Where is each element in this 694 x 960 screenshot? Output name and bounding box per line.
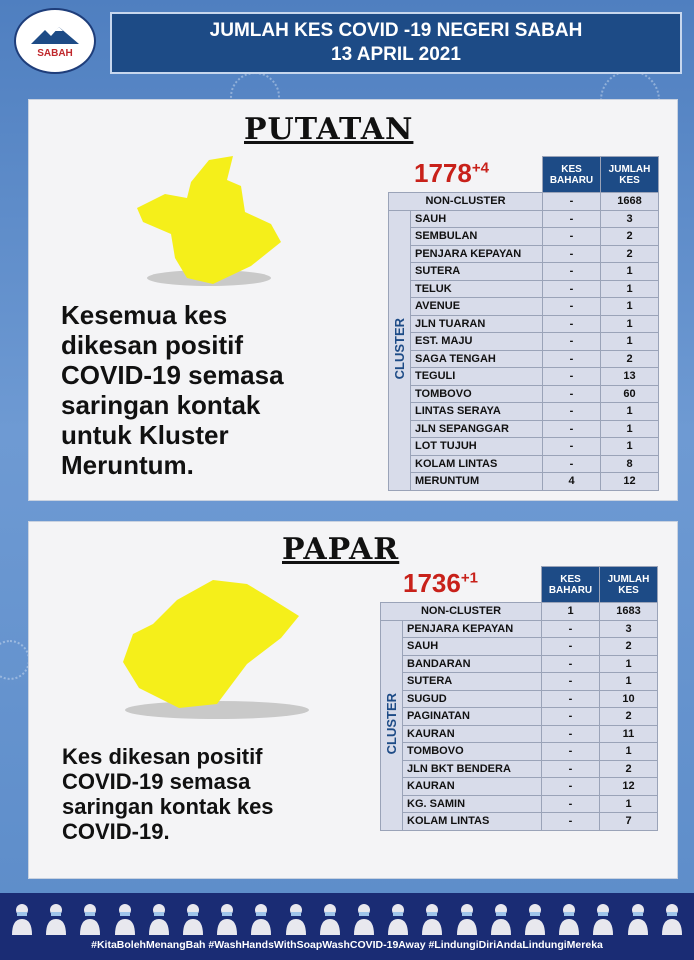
cluster-row [381, 673, 658, 691]
row-new: - [542, 690, 600, 708]
cluster-row [389, 350, 659, 368]
row-new: - [543, 280, 601, 298]
row-label: SUTERA [403, 673, 542, 691]
row-label: TEGULI [411, 368, 543, 386]
row-label: MERUNTUM [411, 473, 543, 491]
row-new: - [542, 655, 600, 673]
row-new: - [543, 368, 601, 386]
putatan-table-body [389, 193, 659, 491]
non-cluster-row [381, 603, 658, 621]
person-icon [181, 901, 205, 935]
header-total-cases: JUMLAH KES [600, 567, 658, 603]
row-label: JLN TUARAN [411, 315, 543, 333]
person-icon [523, 901, 547, 935]
row-label: PENJARA KEPAYAN [403, 620, 542, 638]
page-header [110, 12, 682, 74]
row-new: - [542, 708, 600, 726]
row-new: - [542, 673, 600, 691]
district-title: PUTATAN [244, 112, 414, 147]
cluster-row [381, 760, 658, 778]
row-label: EST. MAJU [411, 333, 543, 351]
header-new-cases: KES BAHARU [543, 157, 601, 193]
row-total: 1 [601, 333, 659, 351]
frontliner-figures [10, 897, 684, 935]
row-total: 1 [601, 315, 659, 333]
row-new: - [542, 725, 600, 743]
cluster-label-text: CLUSTER [384, 692, 399, 755]
person-icon [44, 901, 68, 935]
description-line: Kes dikesan positif [62, 744, 263, 769]
row-new: - [543, 455, 601, 473]
row-total: 1 [601, 263, 659, 281]
row-new: - [543, 245, 601, 263]
cluster-row [389, 263, 659, 281]
description-line: saringan kontak kes [62, 794, 274, 819]
row-new: - [542, 620, 600, 638]
cluster-row [389, 473, 659, 491]
row-new: - [542, 795, 600, 813]
row-total: 2 [601, 245, 659, 263]
row-total: 2 [601, 350, 659, 368]
cluster-row [389, 438, 659, 456]
description-line: COVID-19 semasa [61, 360, 284, 390]
row-label: AVENUE [411, 298, 543, 316]
cluster-side-label [381, 620, 403, 830]
total-increase: +4 [471, 159, 489, 177]
row-label: KAURAN [403, 778, 542, 796]
row-new: - [543, 438, 601, 456]
row-new: 1 [542, 603, 600, 621]
row-new: - [542, 813, 600, 831]
description-line: untuk Kluster [61, 420, 229, 450]
cluster-row [389, 298, 659, 316]
description-line: COVID-19. [62, 819, 170, 844]
row-total: 1 [601, 438, 659, 456]
cluster-row [389, 210, 659, 228]
cluster-row [381, 638, 658, 656]
row-new: - [543, 350, 601, 368]
non-cluster-row [389, 193, 659, 211]
cluster-row [389, 420, 659, 438]
row-label: TOMBOVO [411, 385, 543, 403]
cluster-row [381, 708, 658, 726]
row-label: SUGUD [403, 690, 542, 708]
person-icon [386, 901, 410, 935]
row-new: - [543, 403, 601, 421]
person-icon [215, 901, 239, 935]
footer-banner [0, 893, 694, 960]
papar-panel [29, 522, 677, 878]
cluster-row [381, 813, 658, 831]
row-label: PAGINATAN [403, 708, 542, 726]
row-total: 1 [601, 298, 659, 316]
row-new: - [542, 638, 600, 656]
cluster-side-label [389, 210, 411, 490]
row-label: KOLAM LINTAS [403, 813, 542, 831]
cluster-row [381, 795, 658, 813]
putatan-panel [29, 100, 677, 500]
putatan-map-icon [129, 152, 289, 292]
row-total: 1 [601, 403, 659, 421]
district-title: PAPAR [282, 532, 400, 567]
row-total: 1 [601, 280, 659, 298]
virus-decoration [0, 640, 30, 680]
row-new: - [543, 228, 601, 246]
row-total: 1 [600, 743, 658, 761]
row-total: 12 [601, 473, 659, 491]
logo-text: SABAH [37, 47, 73, 59]
person-icon [626, 901, 650, 935]
person-icon [489, 901, 513, 935]
row-new: - [543, 385, 601, 403]
cluster-row [389, 280, 659, 298]
papar-map-icon [117, 576, 317, 726]
row-total: 12 [600, 778, 658, 796]
cluster-row [389, 245, 659, 263]
row-total: 60 [601, 385, 659, 403]
row-total: 1 [601, 420, 659, 438]
cluster-row [389, 228, 659, 246]
total-increase: +1 [460, 569, 478, 587]
row-total: 1 [600, 655, 658, 673]
cluster-row [389, 315, 659, 333]
cluster-row [381, 778, 658, 796]
cluster-row [381, 743, 658, 761]
row-total: 1 [600, 673, 658, 691]
mountain-icon [29, 24, 81, 46]
footer-hashtags: #KitaBolehMenangBah #WashHandsWithSoapWashCOVID-19Away #LindungiDiriAndaLindungiMereka [91, 939, 603, 951]
row-total: 13 [601, 368, 659, 386]
description-line: COVID-19 semasa [62, 769, 251, 794]
person-icon [352, 901, 376, 935]
person-icon [455, 901, 479, 935]
sabah-logo [14, 8, 96, 74]
row-new: - [543, 315, 601, 333]
cluster-row [381, 655, 658, 673]
header-date: 13 APRIL 2021 [331, 44, 461, 65]
row-total: 2 [601, 228, 659, 246]
row-total: 3 [600, 620, 658, 638]
putatan-table [388, 156, 659, 491]
row-total: 8 [601, 455, 659, 473]
row-total: 2 [600, 638, 658, 656]
row-new: - [543, 333, 601, 351]
description-line: dikesan positif [61, 330, 244, 360]
cluster-row [389, 455, 659, 473]
header-title: JUMLAH KES COVID -19 NEGERI SABAH [209, 20, 583, 41]
person-icon [420, 901, 444, 935]
row-new: - [543, 193, 601, 211]
row-label: KOLAM LINTAS [411, 455, 543, 473]
row-label: TELUK [411, 280, 543, 298]
row-label: KG. SAMIN [403, 795, 542, 813]
person-icon [284, 901, 308, 935]
row-total: 1 [600, 795, 658, 813]
row-label: SEMBULAN [411, 228, 543, 246]
description-line: saringan kontak [61, 390, 261, 420]
header-new-cases: KES BAHARU [542, 567, 600, 603]
total-count: 1736 [403, 568, 461, 598]
cluster-row [381, 620, 658, 638]
row-label: BANDARAN [403, 655, 542, 673]
row-new: - [543, 420, 601, 438]
cluster-row [389, 385, 659, 403]
description-line: Kesemua kes [61, 300, 228, 330]
header-total-cases: JUMLAH KES [601, 157, 659, 193]
row-total: 10 [600, 690, 658, 708]
cluster-row [389, 368, 659, 386]
row-label: TOMBOVO [403, 743, 542, 761]
person-icon [249, 901, 273, 935]
papar-description [62, 744, 274, 844]
person-icon [78, 901, 102, 935]
row-new: - [543, 298, 601, 316]
row-total: 3 [601, 210, 659, 228]
person-icon [557, 901, 581, 935]
row-total: 7 [600, 813, 658, 831]
row-label: SAUH [403, 638, 542, 656]
cluster-row [389, 333, 659, 351]
row-total: 11 [600, 725, 658, 743]
papar-table [380, 566, 658, 831]
person-icon [113, 901, 137, 935]
person-icon [591, 901, 615, 935]
row-total: 1668 [601, 193, 659, 211]
total-count: 1778 [414, 158, 472, 188]
row-label: SUTERA [411, 263, 543, 281]
row-label: SAUH [411, 210, 543, 228]
row-new: - [543, 263, 601, 281]
cluster-row [381, 690, 658, 708]
row-label: SAGA TENGAH [411, 350, 543, 368]
person-icon [318, 901, 342, 935]
row-label: NON-CLUSTER [389, 193, 543, 211]
row-new: - [542, 778, 600, 796]
row-label: LOT TUJUH [411, 438, 543, 456]
cluster-label-text: CLUSTER [392, 317, 407, 380]
row-label: JLN SEPANGGAR [411, 420, 543, 438]
putatan-description [61, 300, 284, 480]
row-new: - [542, 760, 600, 778]
person-icon [147, 901, 171, 935]
person-icon [660, 901, 684, 935]
row-label: LINTAS SERAYA [411, 403, 543, 421]
person-icon [10, 901, 34, 935]
row-new: - [543, 210, 601, 228]
row-total: 2 [600, 760, 658, 778]
row-total: 1683 [600, 603, 658, 621]
row-total: 2 [600, 708, 658, 726]
row-label: KAURAN [403, 725, 542, 743]
papar-table-body [381, 603, 658, 831]
row-label: JLN BKT BENDERA [403, 760, 542, 778]
description-line: Meruntum. [61, 450, 194, 480]
row-new: - [542, 743, 600, 761]
row-label: PENJARA KEPAYAN [411, 245, 543, 263]
row-new: 4 [543, 473, 601, 491]
row-label: NON-CLUSTER [381, 603, 542, 621]
cluster-row [389, 403, 659, 421]
cluster-row [381, 725, 658, 743]
